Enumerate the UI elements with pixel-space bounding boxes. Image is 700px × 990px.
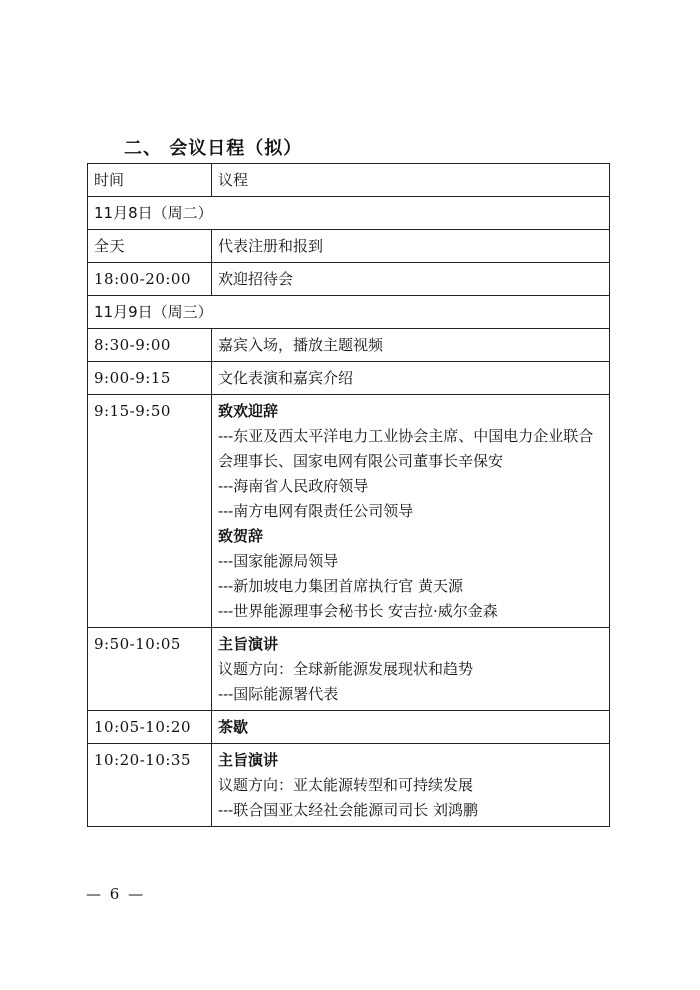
time-cell: 8:30-9:00 bbox=[88, 329, 212, 362]
time-cell: 10:20-10:35 bbox=[88, 744, 212, 827]
agenda-cell bbox=[212, 395, 610, 628]
agenda-item-line: 文化表演和嘉宾介绍 bbox=[218, 369, 354, 387]
page-number: — 6 — bbox=[86, 885, 146, 903]
agenda-cell bbox=[212, 230, 610, 263]
time-cell: 10:05-10:20 bbox=[88, 711, 212, 744]
agenda-item-title: 致贺辞 bbox=[218, 527, 264, 545]
agenda-item-line: ---东亚及西太平洋电力工业协会主席、中国电力企业联合会理事长、国家电网有限公司董事长辛保安 bbox=[218, 427, 594, 470]
table-row bbox=[88, 263, 610, 296]
table-row bbox=[88, 395, 610, 628]
agenda-cell bbox=[212, 711, 610, 744]
table-row bbox=[88, 362, 610, 395]
agenda-item-line: 嘉宾入场，播放主题视频 bbox=[218, 336, 384, 354]
agenda-item-title: 茶歇 bbox=[218, 718, 249, 736]
table-row bbox=[88, 711, 610, 744]
agenda-item-line: ---南方电网有限责任公司领导 bbox=[218, 502, 414, 520]
agenda-item-line: 议题方向：亚太能源转型和可持续发展 bbox=[218, 776, 474, 794]
agenda-cell bbox=[212, 628, 610, 711]
time-cell: 全天 bbox=[88, 230, 212, 263]
time-cell: 18:00-20:00 bbox=[88, 263, 212, 296]
agenda-item-line: ---海南省人民政府领导 bbox=[218, 477, 369, 495]
agenda-item-line: ---世界能源理事会秘书长 安吉拉·威尔金森 bbox=[218, 602, 498, 620]
time-cell: 9:15-9:50 bbox=[88, 395, 212, 628]
table-row bbox=[88, 628, 610, 711]
agenda-table bbox=[87, 163, 610, 827]
agenda-item-line: 议题方向：全球新能源发展现状和趋势 bbox=[218, 660, 474, 678]
table-header-row bbox=[88, 164, 610, 197]
agenda-item-line: ---新加坡电力集团首席执行官 黄天源 bbox=[218, 577, 463, 595]
date-cell: 11月8日（周二） bbox=[88, 197, 610, 230]
agenda-item-title: 主旨演讲 bbox=[218, 751, 279, 769]
header-time: 时间 bbox=[88, 164, 212, 197]
time-cell: 9:50-10:05 bbox=[88, 628, 212, 711]
table-row bbox=[88, 329, 610, 362]
date-cell: 11月9日（周三） bbox=[88, 296, 610, 329]
date-row bbox=[88, 197, 610, 230]
agenda-item-title: 主旨演讲 bbox=[218, 635, 279, 653]
agenda-item-line: 代表注册和报到 bbox=[218, 237, 324, 255]
agenda-cell bbox=[212, 362, 610, 395]
table-row bbox=[88, 230, 610, 263]
agenda-cell bbox=[212, 744, 610, 827]
agenda-item-title: 致欢迎辞 bbox=[218, 402, 279, 420]
agenda-item-line: 欢迎招待会 bbox=[218, 270, 294, 288]
section-heading: 二、 会议日程（拟） bbox=[124, 138, 303, 159]
time-cell: 9:00-9:15 bbox=[88, 362, 212, 395]
header-agenda: 议程 bbox=[212, 164, 610, 197]
date-row bbox=[88, 296, 610, 329]
agenda-cell bbox=[212, 263, 610, 296]
agenda-item-line: ---国际能源署代表 bbox=[218, 685, 339, 703]
table-row bbox=[88, 744, 610, 827]
agenda-item-line: ---联合国亚太经社会能源司司长 刘鸿鹏 bbox=[218, 801, 478, 819]
agenda-body bbox=[88, 197, 610, 827]
agenda-cell bbox=[212, 329, 610, 362]
agenda-item-line: ---国家能源局领导 bbox=[218, 552, 339, 570]
